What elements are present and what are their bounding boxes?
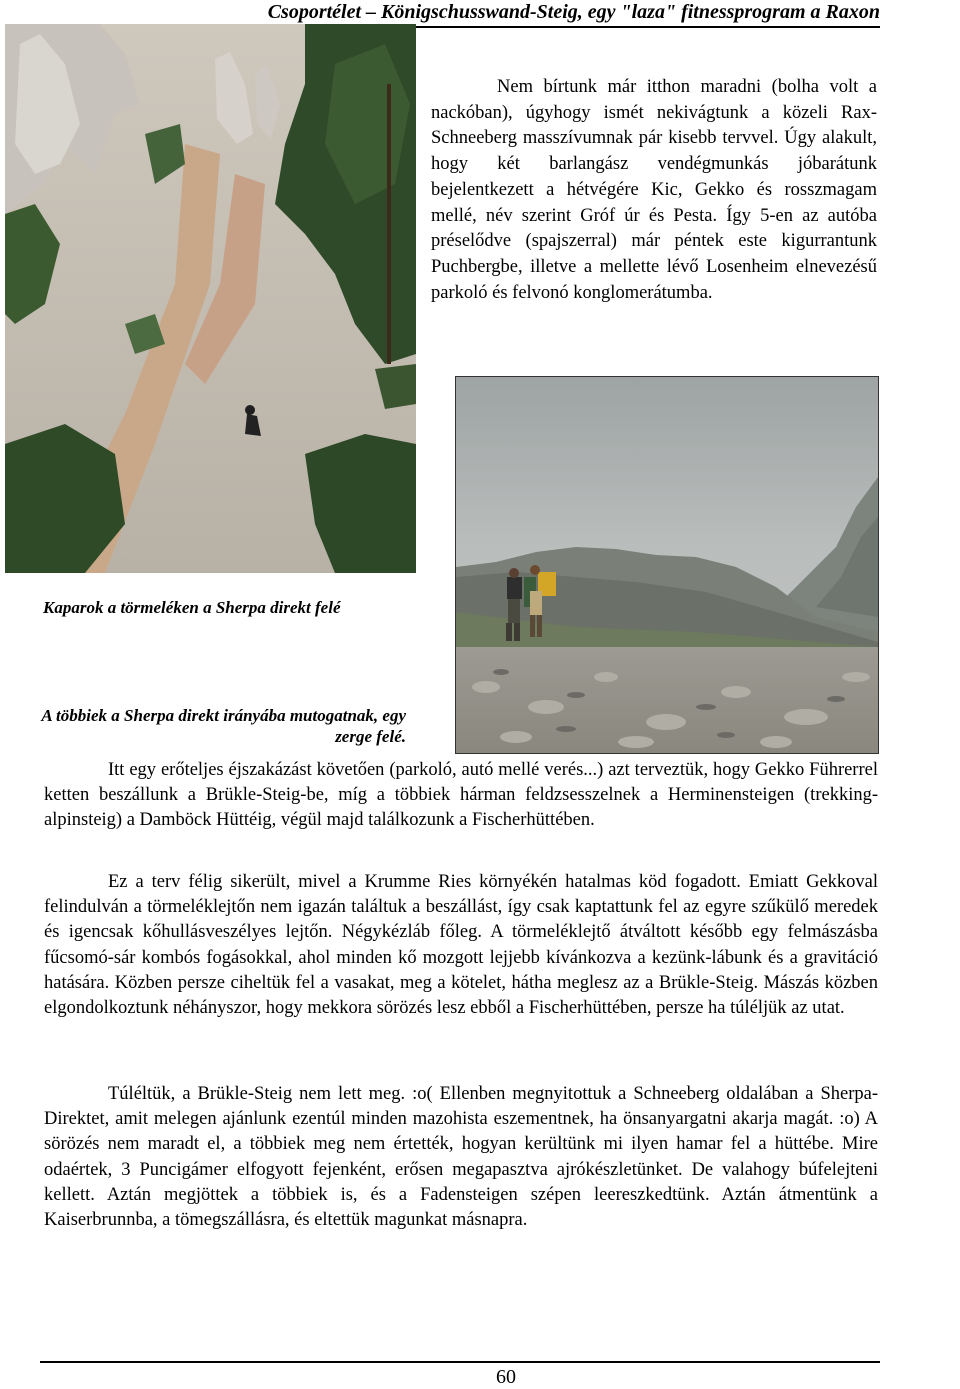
page-number: 60: [496, 1366, 516, 1388]
photo2-caption: A többiek a Sherpa direkt irányába mutogatnak, egy zerge felé.: [41, 706, 406, 746]
scree-slope-photo: [5, 24, 416, 573]
intro-paragraph: Nem bírtunk már itthon maradni (bolha volt a nackóban), úgyhogy ismét nekivágtunk a közeli Rax-Schneeberg masszívumnak pár kisebb tervvel. Úgy alakult, hogy két barlangász vendégmunkás jóbarátunk bejelentkezett a hétvégére Kic, Gekko és rosszmagam mellé, név szerint Gróf úr és Pesta. Így 5-en az autóba préselődve (spajszerral) már péntek este kigurrantunk Puchbergbe, illetve a mellette lévő Losenheim elnevezésű parkoló és felvonó konglomerátumba.: [431, 77, 877, 303]
photo1-caption: Kaparok a törmeléken a Sherpa direkt felé: [43, 598, 341, 617]
body-paragraph-2: Ez a terv félig sikerült, mivel a Krumme Ries környékén hatalmas köd fogadott. Emiatt Gekkoval felindulván a törmeléklejtőn nem igazán találtuk a beszállást, így csak kaptattunk fel az egyre szűkülő meredek és igencsak kőhullásveszélyes lejtőn. Négykézláb főleg. A törmeléklejtő átváltott később egy felmászásba fűcsomó-sár kombós fogásokkal, ahol minden kő mozgott lejjebb kívánkozva a kezünk-lábunk és a gravitáció hatására. Közben persze ciheltük fel a vasakat, meg a kötelet, hátha meglesz az a Brükle-Steig. Mászás közben elgondolkoztunk néhányszor, hogy mekkora sörözés lesz ebből a Fischerhüttében, persze ha túléljük az utat.: [44, 872, 878, 1019]
running-header: Csoportélet – Königschusswand-Steig, egy "laza" fitnessprogram a Raxon: [267, 1, 880, 23]
foggy-hikers-illustration: [456, 377, 878, 753]
foggy-hikers-photo: [455, 376, 879, 754]
body-paragraph-1: Itt egy erőteljes éjszakázást követően (parkoló, autó mellé verés...) azt terveztük, hogy Gekko Führerrel ketten beszállunk a Brükle-Steig-be, míg a többiek hárman feldzsesszelnek a Herminensteigen (trekking-alpinsteig) a Damböck Hüttéig, végül majd találkozunk a Fischerhüttében.: [44, 760, 878, 831]
footer-rule: [40, 1361, 880, 1363]
body-paragraph-3: Túléltük, a Brükle-Steig nem lett meg. :o( Ellenben megnyitottuk a Schneeberg oldalában a Sherpa-Direktet, amit melegen ajánlunk ezentúl minden mazohista eszementnek, ha önsanyargatni akarja magát. :o) A sörözés nem maradt el, a többiek meg nem értették, hogyan kerültünk mi ilyen hamar fel a hüttébe. Mire odaértek, 3 Puncigámer elfogyott fejenként, erősen megapasztva ajrókészletünket. De valahogy búfelejteni kellett. Aztán megjöttek a többiek is, és a Fadensteigen szépen leereszkedtünk. Aztán átmentünk a Kaiserbrunnba, a tömegszállásra, és eltettük magunkat másnapra.: [44, 1084, 878, 1231]
scree-slope-illustration: [5, 24, 416, 573]
